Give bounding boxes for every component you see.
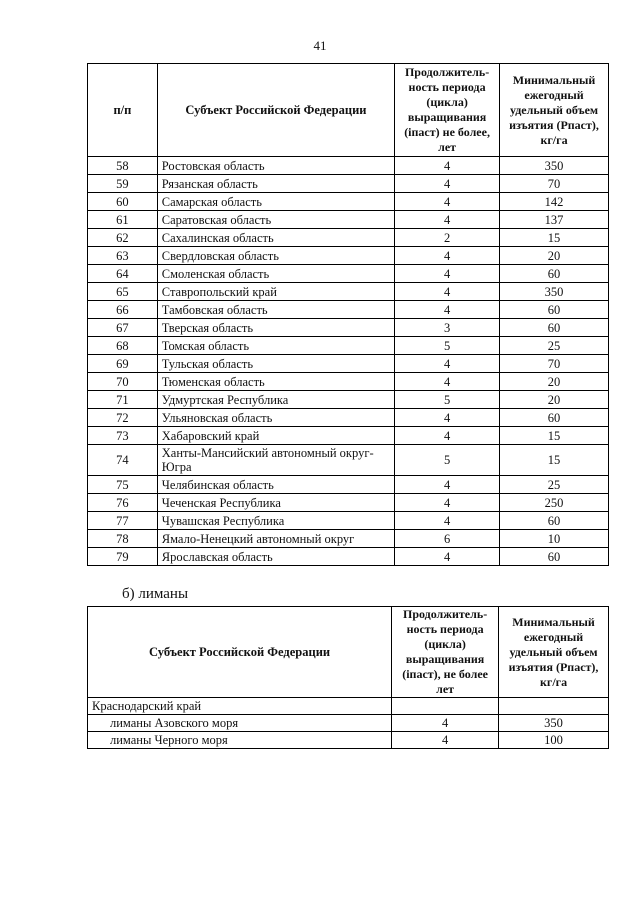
volume-cell: 137: [500, 211, 609, 229]
subject-name: Челябинская область: [157, 476, 394, 494]
duration-cell: 4: [395, 247, 500, 265]
duration-cell: 4: [395, 283, 500, 301]
table-row: [88, 211, 609, 229]
page-number: 41: [313, 38, 327, 53]
table-row: [88, 494, 609, 512]
subject-name: Тамбовская область: [157, 301, 394, 319]
volume-cell: 350: [500, 157, 609, 175]
duration-cell: 4: [395, 512, 500, 530]
volume-cell: 60: [500, 301, 609, 319]
volume-cell: 25: [500, 337, 609, 355]
row-number: 77: [88, 512, 158, 530]
duration-cell: 4: [395, 409, 500, 427]
table-row: [88, 512, 609, 530]
row-number: 58: [88, 157, 158, 175]
duration-cell: 3: [395, 319, 500, 337]
empty-cell: [392, 698, 499, 715]
subject-name: Ярославская область: [157, 548, 394, 566]
volume-cell: 60: [500, 319, 609, 337]
table-row: [88, 732, 609, 749]
duration-cell: 2: [395, 229, 500, 247]
table-row: [88, 175, 609, 193]
subject-name: Ростовская область: [157, 157, 394, 175]
table-row: [88, 391, 609, 409]
duration-cell: 5: [395, 391, 500, 409]
table-row: [88, 530, 609, 548]
volume-cell: 15: [500, 445, 609, 476]
table-body: [88, 157, 609, 566]
section-title: б) лиманы: [122, 586, 189, 602]
row-number: 78: [88, 530, 158, 548]
row-number: 59: [88, 175, 158, 193]
volume-cell: 100: [499, 732, 609, 749]
subject-name: Ульяновская область: [157, 409, 394, 427]
row-number: 70: [88, 373, 158, 391]
volume-cell: 10: [500, 530, 609, 548]
row-number: 69: [88, 355, 158, 373]
volume-cell: 20: [500, 247, 609, 265]
subject-name: Самарская область: [157, 193, 394, 211]
table-row: [88, 157, 609, 175]
subject-name: Тверская область: [157, 319, 394, 337]
table-row: [88, 476, 609, 494]
row-number: 79: [88, 548, 158, 566]
subject-name: Ставропольский край: [157, 283, 394, 301]
table-row: [88, 193, 609, 211]
table-row: [88, 548, 609, 566]
duration-cell: 4: [395, 175, 500, 193]
row-number: 71: [88, 391, 158, 409]
limits-table-ponds: [87, 63, 609, 566]
subject-name: Чувашская Республика: [157, 512, 394, 530]
volume-cell: 15: [500, 427, 609, 445]
volume-cell: 350: [500, 283, 609, 301]
table-row: [88, 409, 609, 427]
duration-cell: 4: [395, 548, 500, 566]
row-number: 63: [88, 247, 158, 265]
duration-cell: 4: [392, 715, 499, 732]
estuary-name: лиманы Черного моря: [88, 732, 392, 749]
subject-name: Ямало-Ненецкий автономный округ: [157, 530, 394, 548]
table-row: [88, 283, 609, 301]
header-duration: Продолжитель-ность периода (цикла) выращивания (iпаст) не более, лет: [395, 64, 500, 157]
subject-name: Тюменская область: [157, 373, 394, 391]
row-number: 65: [88, 283, 158, 301]
duration-cell: 4: [395, 373, 500, 391]
volume-cell: 60: [500, 409, 609, 427]
duration-cell: 4: [395, 265, 500, 283]
table-row: [88, 355, 609, 373]
duration-cell: 4: [392, 732, 499, 749]
volume-cell: 60: [500, 265, 609, 283]
volume-cell: 70: [500, 175, 609, 193]
region-name: Краснодарский край: [88, 698, 392, 715]
duration-cell: 4: [395, 476, 500, 494]
duration-cell: 5: [395, 445, 500, 476]
duration-cell: 4: [395, 427, 500, 445]
table-row: [88, 319, 609, 337]
subject-name: Хабаровский край: [157, 427, 394, 445]
table-row: [88, 427, 609, 445]
row-number: 74: [88, 445, 158, 476]
volume-cell: 350: [499, 715, 609, 732]
subject-name: Чеченская Республика: [157, 494, 394, 512]
header-duration: Продолжитель-ность периода (цикла) выращивания (iпаст), не более лет: [392, 607, 499, 698]
subject-name: Свердловская область: [157, 247, 394, 265]
row-number: 64: [88, 265, 158, 283]
header-num: п/п: [88, 64, 158, 157]
header-volume: Минимальный ежегодный удельный объем изъятия (Pпаст), кг/га: [499, 607, 609, 698]
subject-name: Тульская область: [157, 355, 394, 373]
subject-name: Удмуртская Республика: [157, 391, 394, 409]
table-row: [88, 229, 609, 247]
volume-cell: 250: [500, 494, 609, 512]
duration-cell: 4: [395, 494, 500, 512]
estuary-name: лиманы Азовского моря: [88, 715, 392, 732]
table-row: [88, 337, 609, 355]
volume-cell: 60: [500, 512, 609, 530]
table-row: [88, 445, 609, 476]
subject-name: Смоленская область: [157, 265, 394, 283]
volume-cell: 25: [500, 476, 609, 494]
row-number: 66: [88, 301, 158, 319]
duration-cell: 4: [395, 355, 500, 373]
table-row-region: [88, 698, 609, 715]
subject-name: Сахалинская область: [157, 229, 394, 247]
header-volume: Минимальный ежегодный удельный объем изъятия (Pпаст), кг/га: [500, 64, 609, 157]
volume-cell: 142: [500, 193, 609, 211]
table-row: [88, 715, 609, 732]
table-row: [88, 373, 609, 391]
table-row: [88, 265, 609, 283]
table-row: [88, 247, 609, 265]
row-number: 62: [88, 229, 158, 247]
subject-name: Рязанская область: [157, 175, 394, 193]
table-header-row: [88, 607, 609, 698]
duration-cell: 4: [395, 193, 500, 211]
table-header-row: [88, 64, 609, 157]
table-row: [88, 301, 609, 319]
row-number: 67: [88, 319, 158, 337]
header-subject: Субъект Российской Федерации: [88, 607, 392, 698]
subject-name: Томская область: [157, 337, 394, 355]
duration-cell: 4: [395, 157, 500, 175]
volume-cell: 15: [500, 229, 609, 247]
subject-name: Ханты-Мансийский автономный округ-Югра: [157, 445, 394, 476]
row-number: 61: [88, 211, 158, 229]
row-number: 75: [88, 476, 158, 494]
volume-cell: 70: [500, 355, 609, 373]
row-number: 72: [88, 409, 158, 427]
duration-cell: 4: [395, 211, 500, 229]
row-number: 76: [88, 494, 158, 512]
header-subject: Субъект Российской Федерации: [157, 64, 394, 157]
row-number: 68: [88, 337, 158, 355]
empty-cell: [499, 698, 609, 715]
volume-cell: 20: [500, 391, 609, 409]
row-number: 60: [88, 193, 158, 211]
duration-cell: 6: [395, 530, 500, 548]
duration-cell: 4: [395, 301, 500, 319]
limits-table-estuaries: [87, 606, 609, 749]
volume-cell: 60: [500, 548, 609, 566]
duration-cell: 5: [395, 337, 500, 355]
subject-name: Саратовская область: [157, 211, 394, 229]
volume-cell: 20: [500, 373, 609, 391]
row-number: 73: [88, 427, 158, 445]
